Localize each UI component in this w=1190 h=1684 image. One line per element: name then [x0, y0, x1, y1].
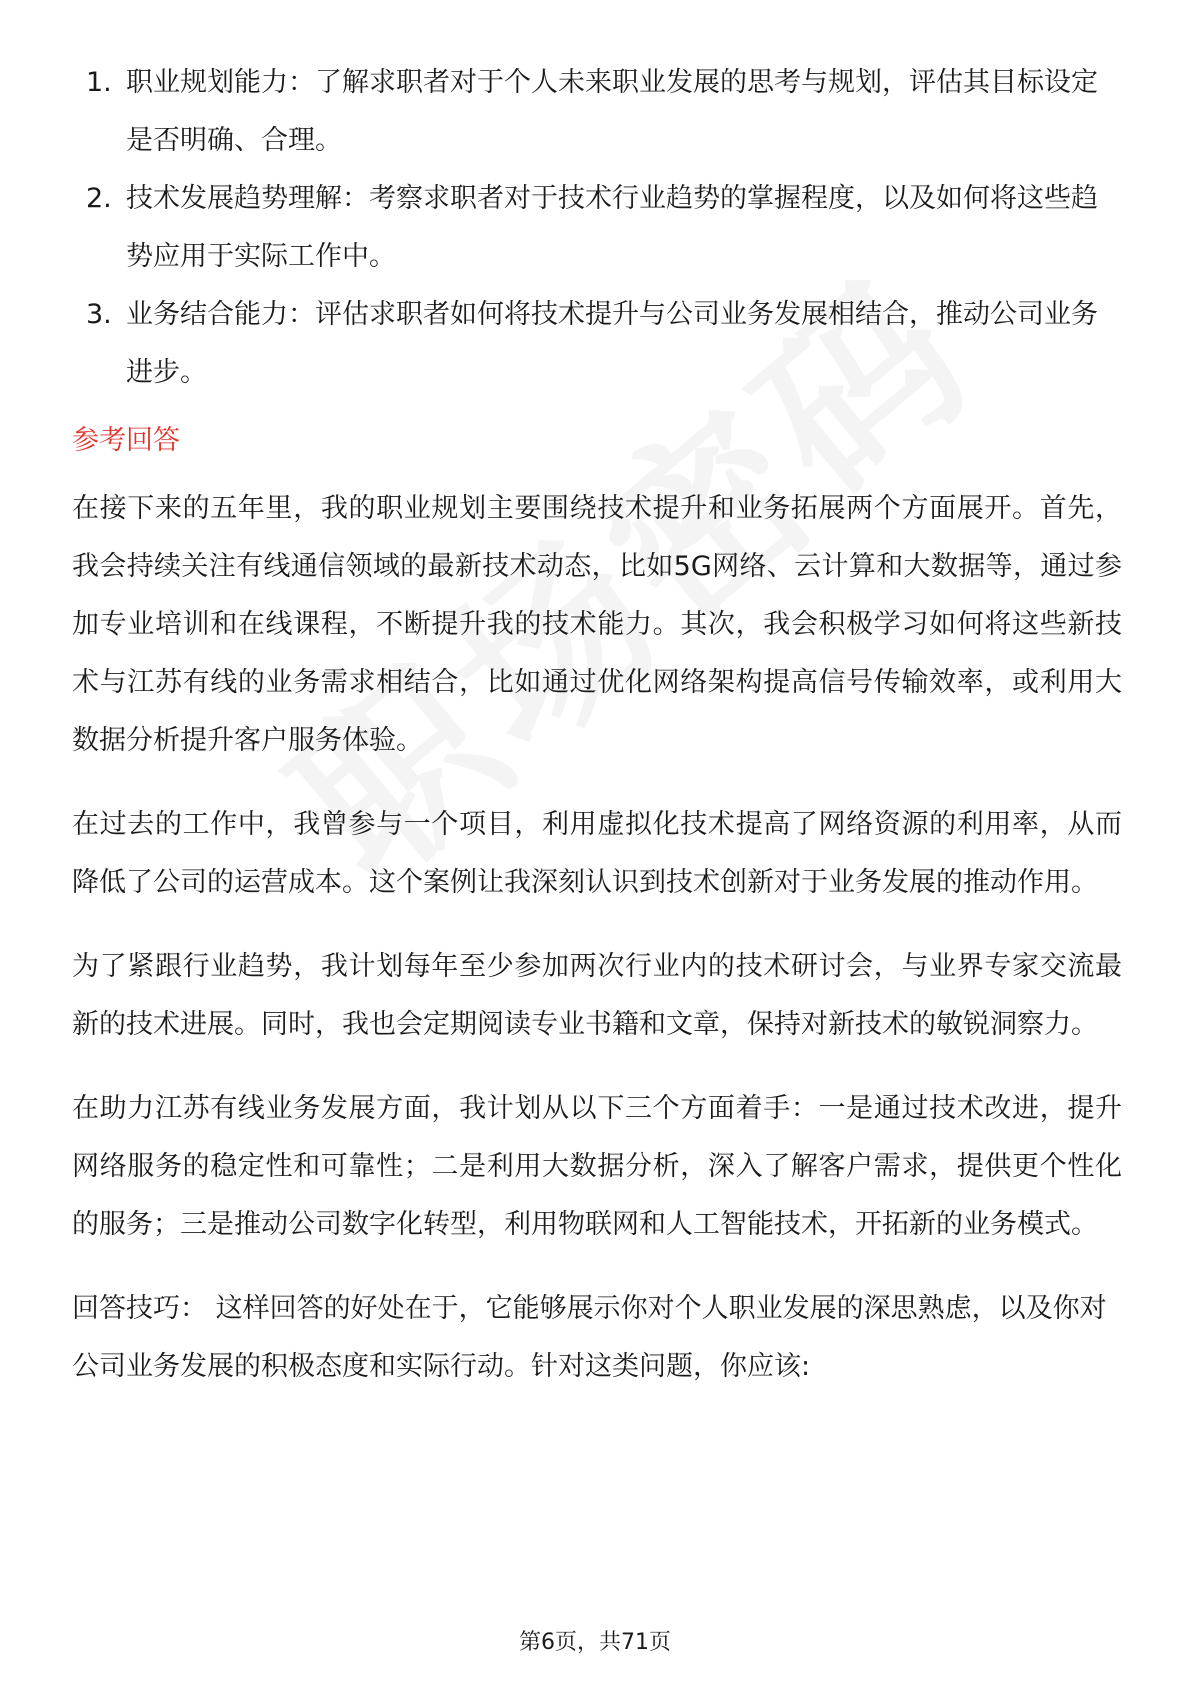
- evaluation-criteria-list: [72, 54, 1122, 402]
- answer-tips: 回答技巧： 这样回答的好处在于，它能够展示你对个人职业发展的深思熟虑，以及你对公司业务发展的积极态度和实际行动。针对这类问题，你应该:: [72, 1293, 1107, 1382]
- document-page: [72, 54, 1122, 1396]
- list-item-number: 1.: [86, 67, 112, 98]
- list-item: [72, 286, 1122, 402]
- list-item-text: 技术发展趋势理解：考察求职者对于技术行业趋势的掌握程度，以及如何将这些趋势应用于实际工作中。: [126, 183, 1098, 272]
- answer-paragraph: 在助力江苏有线业务发展方面，我计划从以下三个方面着手：一是通过技术改进，提升网络服务的稳定性和可靠性；二是利用大数据分析，深入了解客户需求，提供更个性化的服务；三是推动公司数字化转型，利用物联网和人工智能技术，开拓新的业务模式。: [72, 1093, 1122, 1240]
- page-number: 第6页，共71页: [519, 1630, 671, 1655]
- list-item-number: 2.: [86, 183, 112, 214]
- answer-paragraph: 在接下来的五年里，我的职业规划主要围绕技术提升和业务拓展两个方面展开。首先，我会持续关注有线通信领域的最新技术动态，比如5G网络、云计算和大数据等，通过参加专业培训和在线课程，不断提升我的技术能力。其次，我会积极学习如何将这些新技术与江苏有线的业务需求相结合，比如通过优化网络架构提高信号传输效率，或利用大数据分析提升客户服务体验。: [72, 493, 1122, 756]
- answer-paragraph: 为了紧跟行业趋势，我计划每年至少参加两次行业内的技术研讨会，与业界专家交流最新的技术进展。同时，我也会定期阅读专业书籍和文章，保持对新技术的敏锐洞察力。: [72, 951, 1122, 1040]
- answer-heading: 参考回答: [72, 425, 180, 456]
- list-item: [72, 170, 1122, 286]
- list-item-number: 3.: [86, 299, 112, 330]
- answer-paragraph: 在过去的工作中，我曾参与一个项目，利用虚拟化技术提高了网络资源的利用率，从而降低了公司的运营成本。这个案例让我深刻认识到技术创新对于业务发展的推动作用。: [72, 809, 1122, 898]
- list-item-text: 职业规划能力：了解求职者对于个人未来职业发展的思考与规划，评估其目标设定是否明确、合理。: [126, 67, 1098, 156]
- list-item-text: 业务结合能力：评估求职者如何将技术提升与公司业务发展相结合，推动公司业务进步。: [126, 299, 1098, 388]
- list-item: [72, 54, 1122, 170]
